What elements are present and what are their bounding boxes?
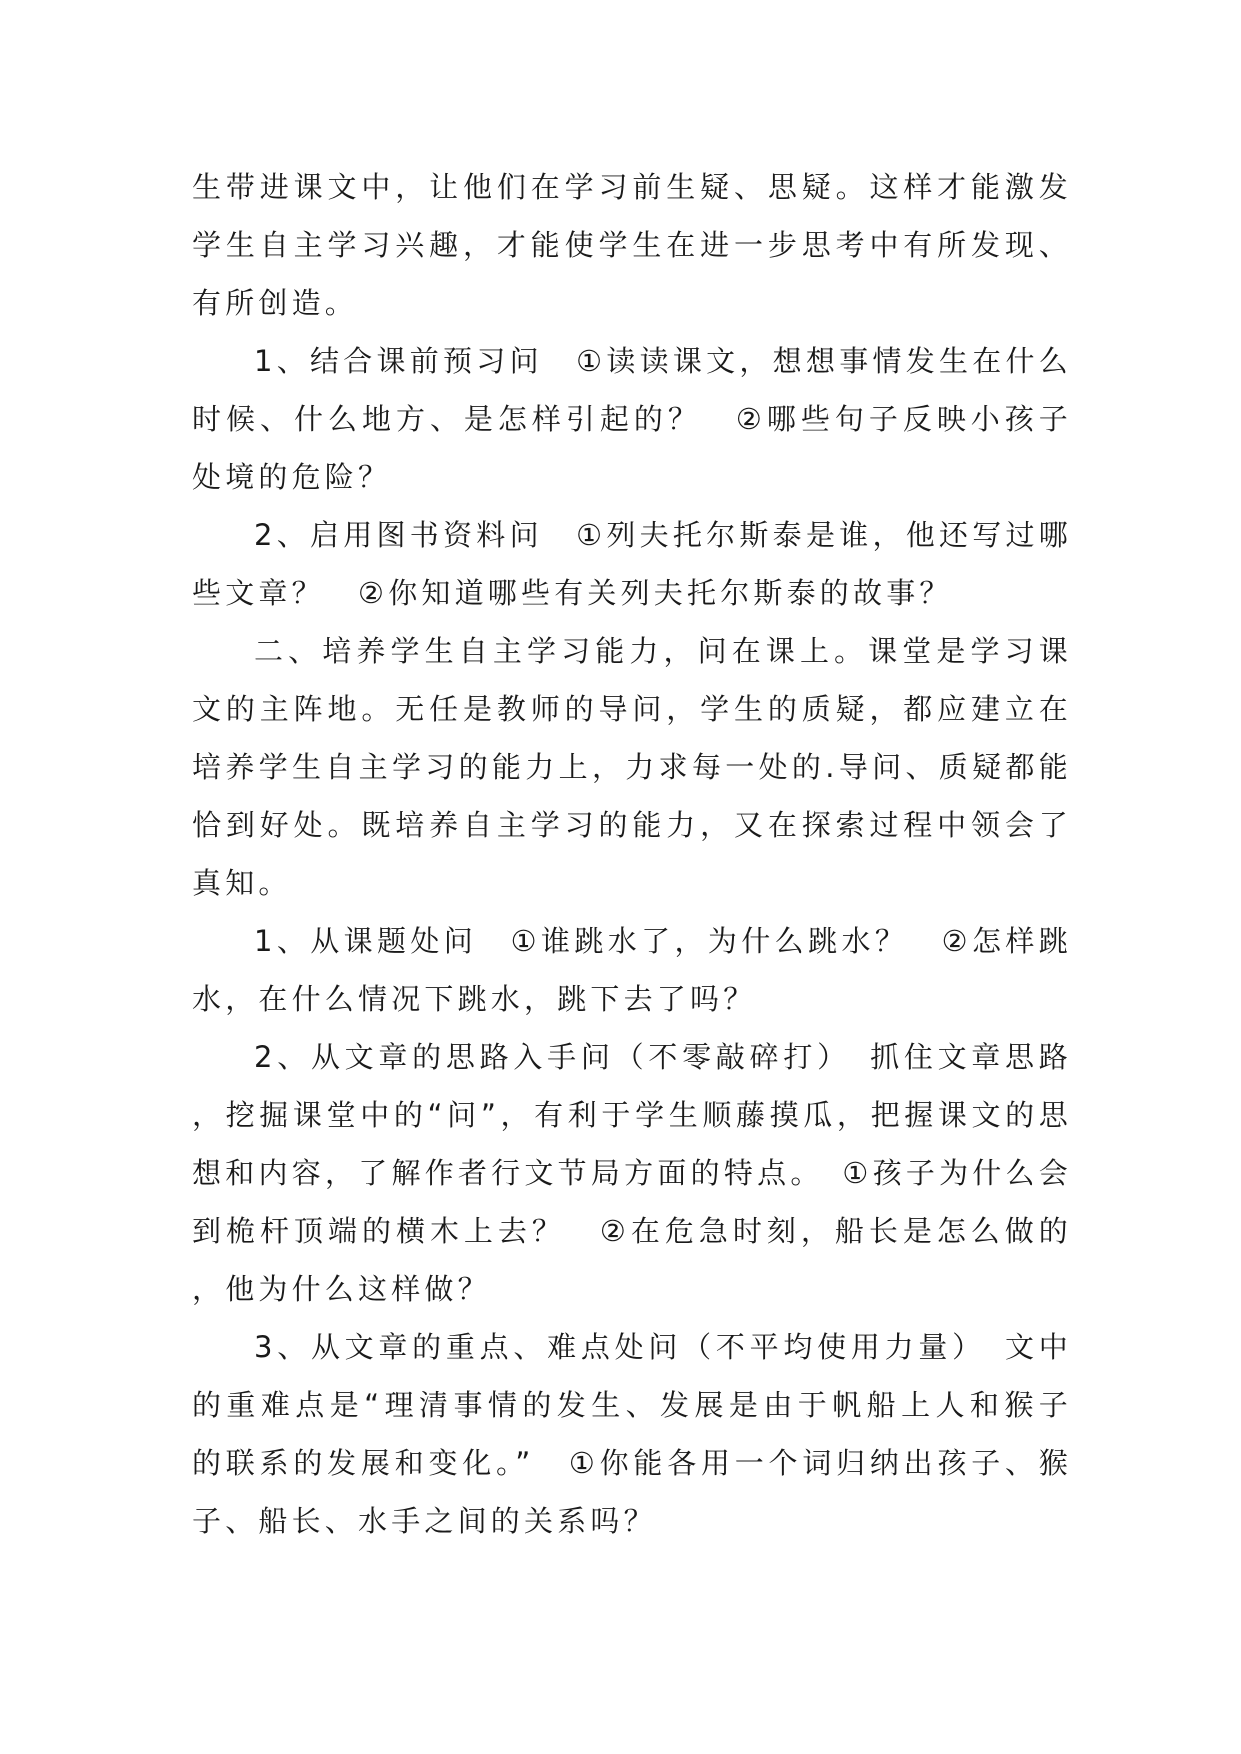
paragraph-structure-questions: 2、从文章的思路入手问（不零敲碎打） 抓住文章思路，挖掘课堂中的“问”，有利于学生顺藤摸瓜，把握课文的思想和内容，了解作者行文节局方面的特点。 ①孩子为什么会到桅杆顶端的横木上去？ ②在危急时刻，船长是怎么做的，他为什么这样做？ xyxy=(192,1040,1072,1306)
paragraph-key-points-questions: 3、从文章的重点、难点处问（不平均使用力量） 文中的重难点是“理清事情的发生、发展是由于帆船上人和猴子的联系的发展和变化。” ①你能各用一个词归纳出孩子、猴子、船长、水手之间的关系吗？ xyxy=(192,1330,1072,1538)
paragraph-continuation: 生带进课文中，让他们在学习前生疑、思疑。这样才能激发学生自主学习兴趣，才能使学生在进一步思考中有所发现、有所创造。 xyxy=(192,170,1072,320)
paragraph-section-two: 二、培养学生自主学习能力，问在课上。课堂是学习课文的主阵地。无任是教师的导问，学生的质疑，都应建立在培养学生自主学习的能力上，力求每一处的.导问、质疑都能恰到好处。既培养自主学习的能力，又在探索过程中领会了真知。 xyxy=(192,634,1072,900)
paragraph-reference-questions: 2、启用图书资料问 ①列夫托尔斯泰是谁，他还写过哪些文章？ ②你知道哪些有关列夫托尔斯泰的故事？ xyxy=(192,518,1072,610)
paragraph-title-questions: 1、从课题处问 ①谁跳水了，为什么跳水？ ②怎样跳水，在什么情况下跳水，跳下去了吗？ xyxy=(192,924,1072,1016)
paragraph-preview-questions: 1、结合课前预习问 ①读读课文，想想事情发生在什么时候、什么地方、是怎样引起的？ ②哪些句子反映小孩子处境的危险？ xyxy=(192,344,1072,494)
document-page xyxy=(192,158,1072,1550)
